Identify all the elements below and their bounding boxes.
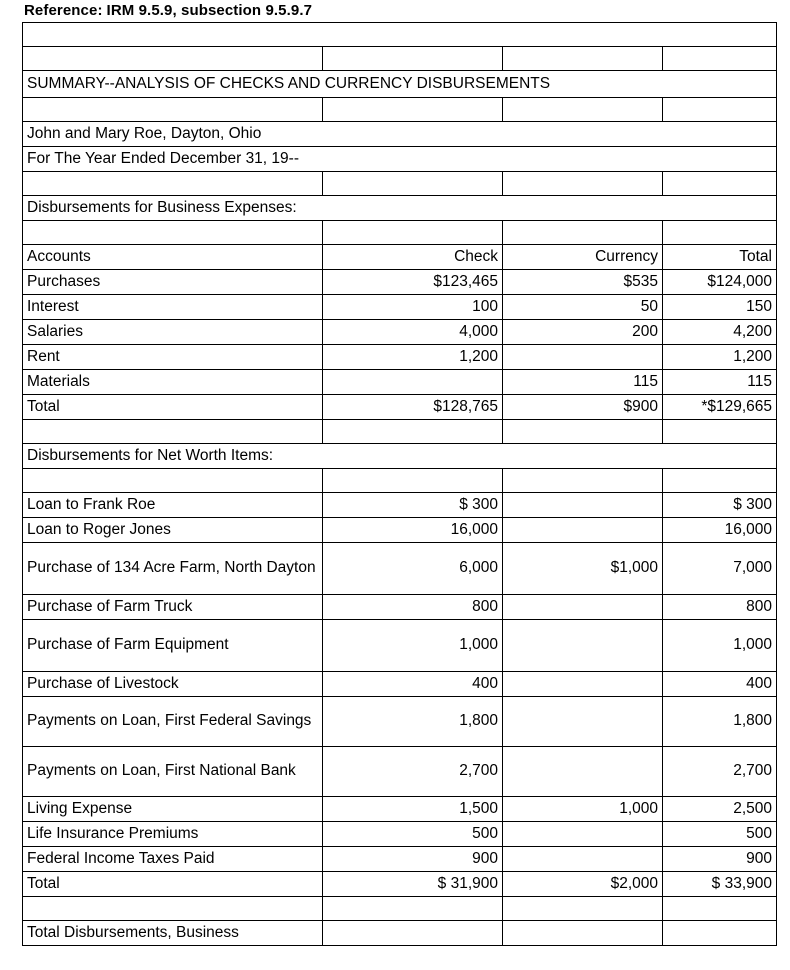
spacer-row-split-6 <box>23 469 777 493</box>
spacer-cell-currency <box>503 98 663 122</box>
row-account: Total Disbursements, Business <box>23 921 323 946</box>
row-currency <box>503 493 663 518</box>
spacer-row-top <box>23 23 777 47</box>
spacer-cell-check <box>323 221 503 245</box>
row-check: $128,765 <box>323 395 503 420</box>
row-currency: $1,000 <box>503 543 663 595</box>
row-check: 400 <box>323 672 503 697</box>
reference-label: Reference: <box>24 2 103 19</box>
spacer-cell-currency <box>503 221 663 245</box>
row-check: 4,000 <box>323 320 503 345</box>
row-total: 115 <box>663 370 777 395</box>
row-check: 500 <box>323 822 503 847</box>
row-account: Living Expense <box>23 797 323 822</box>
table-row <box>23 543 777 595</box>
row-account: Rent <box>23 345 323 370</box>
taxpayer-name: John and Mary Roe, Dayton, Ohio <box>23 122 777 147</box>
table-row <box>23 747 777 797</box>
row-account: Payments on Loan, First National Bank <box>23 747 323 797</box>
row-check <box>323 370 503 395</box>
row-currency: 115 <box>503 370 663 395</box>
row-total: $ 300 <box>663 493 777 518</box>
section-label-business: Disbursements for Business Expenses: <box>23 196 777 221</box>
row-total: 800 <box>663 595 777 620</box>
table-row <box>23 697 777 747</box>
row-total: $ 33,900 <box>663 872 777 897</box>
spacer-cell-accounts <box>23 47 323 71</box>
table-row <box>23 847 777 872</box>
row-check: $ 31,900 <box>323 872 503 897</box>
row-currency <box>503 345 663 370</box>
row-total: 1,000 <box>663 620 777 672</box>
spacer-cell-total <box>663 469 777 493</box>
spacer-cell-check <box>323 469 503 493</box>
row-total: 400 <box>663 672 777 697</box>
section-header-business <box>23 196 777 221</box>
row-account: Payments on Loan, First Federal Savings <box>23 697 323 747</box>
spacer-cell <box>23 23 777 47</box>
spacer-cell-check <box>323 98 503 122</box>
row-currency <box>503 697 663 747</box>
row-check: 1,800 <box>323 697 503 747</box>
row-account: Federal Income Taxes Paid <box>23 847 323 872</box>
spacer-row-split-7 <box>23 897 777 921</box>
taxpayer-row <box>23 122 777 147</box>
spacer-cell-accounts <box>23 221 323 245</box>
summary-table <box>22 22 777 946</box>
row-total: 900 <box>663 847 777 872</box>
row-check: 900 <box>323 847 503 872</box>
spacer-cell-total <box>663 98 777 122</box>
table-row <box>23 370 777 395</box>
row-total: 500 <box>663 822 777 847</box>
row-account: Interest <box>23 295 323 320</box>
row-currency <box>503 847 663 872</box>
row-currency <box>503 518 663 543</box>
spacer-row-split-2 <box>23 98 777 122</box>
period-covered: For The Year Ended December 31, 19-- <box>23 147 777 172</box>
row-account: Loan to Frank Roe <box>23 493 323 518</box>
column-header-currency: Currency <box>503 245 663 270</box>
row-account: Purchase of 134 Acre Farm, North Dayton <box>23 543 323 595</box>
section-header-networth <box>23 444 777 469</box>
spacer-cell-currency <box>503 47 663 71</box>
row-currency <box>503 822 663 847</box>
table-row <box>23 320 777 345</box>
table-row <box>23 345 777 370</box>
spacer-cell-total <box>663 172 777 196</box>
table-row <box>23 797 777 822</box>
spacer-cell-check <box>323 420 503 444</box>
row-check: $ 300 <box>323 493 503 518</box>
table-row <box>23 295 777 320</box>
column-header-check: Check <box>323 245 503 270</box>
row-currency: $900 <box>503 395 663 420</box>
section-label-networth: Disbursements for Net Worth Items: <box>23 444 777 469</box>
row-total: *$129,665 <box>663 395 777 420</box>
row-account: Loan to Roger Jones <box>23 518 323 543</box>
table-row-total-business <box>23 395 777 420</box>
row-check: 16,000 <box>323 518 503 543</box>
row-account: Total <box>23 872 323 897</box>
reference-line <box>24 2 312 19</box>
row-check <box>323 921 503 946</box>
row-total: 2,500 <box>663 797 777 822</box>
row-total: $124,000 <box>663 270 777 295</box>
spacer-cell-accounts <box>23 897 323 921</box>
row-check: $123,465 <box>323 270 503 295</box>
row-currency: 1,000 <box>503 797 663 822</box>
spacer-cell-check <box>323 47 503 71</box>
row-check: 6,000 <box>323 543 503 595</box>
row-total: 7,000 <box>663 543 777 595</box>
row-check: 2,700 <box>323 747 503 797</box>
table-row <box>23 270 777 295</box>
spacer-row-split-3 <box>23 172 777 196</box>
row-total: 1,800 <box>663 697 777 747</box>
title-row <box>23 71 777 98</box>
row-currency <box>503 672 663 697</box>
row-account: Life Insurance Premiums <box>23 822 323 847</box>
row-account: Salaries <box>23 320 323 345</box>
row-currency <box>503 747 663 797</box>
spacer-cell-accounts <box>23 98 323 122</box>
spacer-cell-currency <box>503 172 663 196</box>
row-check: 1,200 <box>323 345 503 370</box>
row-currency <box>503 921 663 946</box>
row-currency: 50 <box>503 295 663 320</box>
summary-table-container <box>22 22 776 946</box>
spacer-row-split-5 <box>23 420 777 444</box>
spacer-cell-total <box>663 897 777 921</box>
spacer-row-split-4 <box>23 221 777 245</box>
summary-table-body <box>23 23 777 946</box>
row-total: 4,200 <box>663 320 777 345</box>
reference-value: IRM 9.5.9, subsection 9.5.9.7 <box>106 2 313 19</box>
spacer-cell-currency <box>503 469 663 493</box>
spacer-cell-accounts <box>23 420 323 444</box>
row-total: 150 <box>663 295 777 320</box>
row-total: 2,700 <box>663 747 777 797</box>
row-account: Purchase of Farm Equipment <box>23 620 323 672</box>
row-check: 1,000 <box>323 620 503 672</box>
row-check: 100 <box>323 295 503 320</box>
row-check: 800 <box>323 595 503 620</box>
table-row <box>23 822 777 847</box>
table-row <box>23 493 777 518</box>
row-total: 1,200 <box>663 345 777 370</box>
row-account: Total <box>23 395 323 420</box>
table-row <box>23 672 777 697</box>
row-check: 1,500 <box>323 797 503 822</box>
spacer-cell-total <box>663 420 777 444</box>
row-currency: $535 <box>503 270 663 295</box>
row-total: 16,000 <box>663 518 777 543</box>
document-title: SUMMARY--ANALYSIS OF CHECKS AND CURRENCY DISBURSEMENTS <box>23 71 777 98</box>
table-row <box>23 620 777 672</box>
table-row-total-disbursements <box>23 921 777 946</box>
row-account: Purchase of Farm Truck <box>23 595 323 620</box>
spacer-cell-check <box>323 897 503 921</box>
period-row <box>23 147 777 172</box>
spacer-cell-total <box>663 47 777 71</box>
spacer-cell-check <box>323 172 503 196</box>
spacer-cell-accounts <box>23 172 323 196</box>
table-row <box>23 595 777 620</box>
spacer-cell-accounts <box>23 469 323 493</box>
row-currency <box>503 620 663 672</box>
row-account: Purchases <box>23 270 323 295</box>
table-row-total-networth <box>23 872 777 897</box>
row-account: Purchase of Livestock <box>23 672 323 697</box>
spacer-cell-currency <box>503 420 663 444</box>
spacer-cell-currency <box>503 897 663 921</box>
row-currency: 200 <box>503 320 663 345</box>
row-currency <box>503 595 663 620</box>
table-row <box>23 518 777 543</box>
column-header-row <box>23 245 777 270</box>
spacer-row-split-1 <box>23 47 777 71</box>
column-header-total: Total <box>663 245 777 270</box>
column-header-accounts: Accounts <box>23 245 323 270</box>
spacer-cell-total <box>663 221 777 245</box>
row-total <box>663 921 777 946</box>
row-account: Materials <box>23 370 323 395</box>
row-currency: $2,000 <box>503 872 663 897</box>
